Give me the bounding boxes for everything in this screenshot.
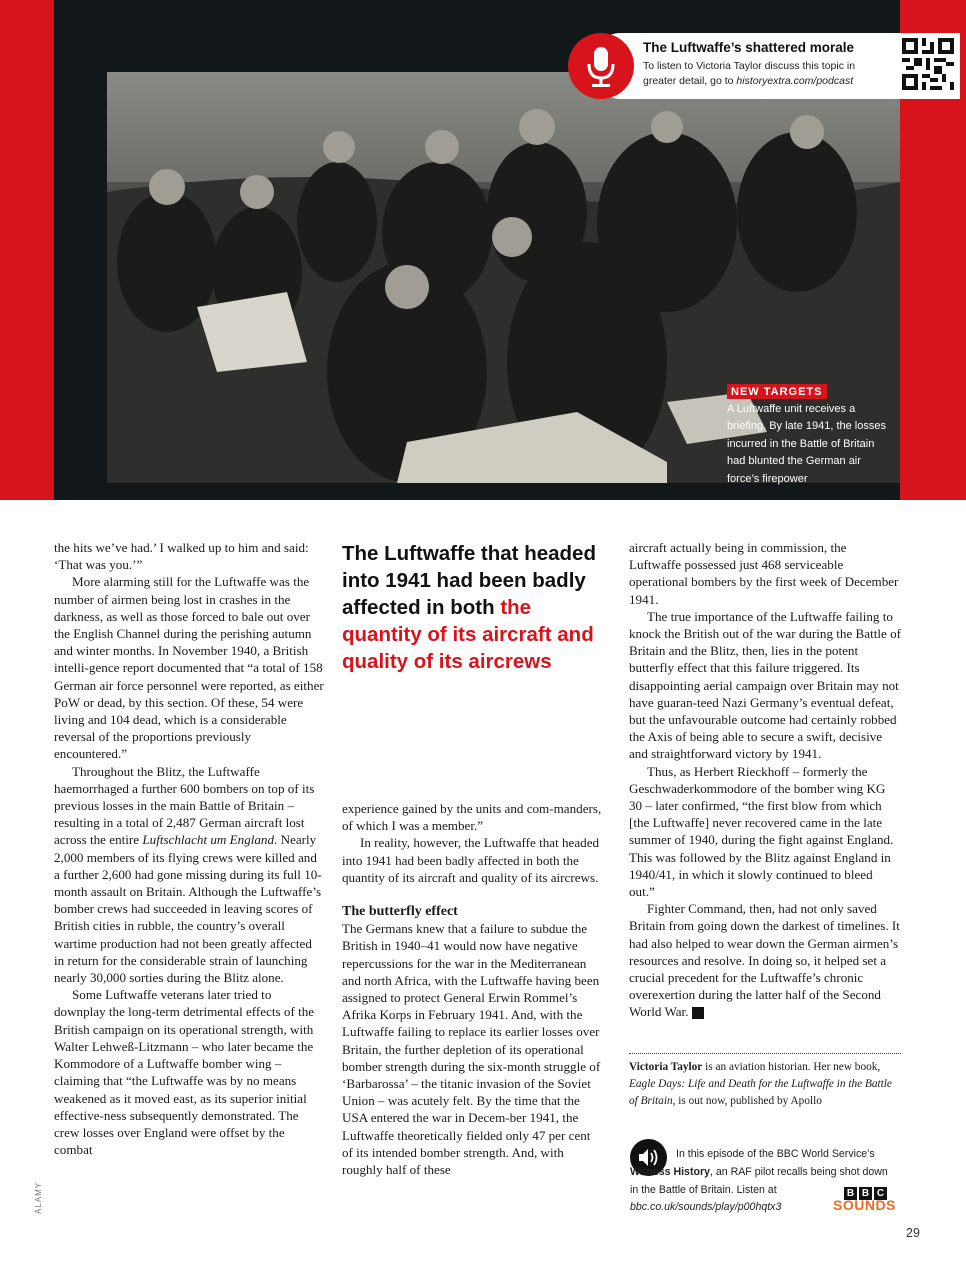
article-column-1 [54,539,324,1158]
page-number: 29 [906,1226,920,1240]
divider [629,1053,901,1054]
photo-credit: ALAMY [34,1181,43,1214]
bbc-letter: B [859,1187,872,1200]
paragraph: The Germans knew that a failure to subdue the British in 1940–41 would now have negative repercussions for the war in the Mediterranean and north Africa, with the Luftwaffe having been assigned to protect General Erwin Rommel’s Afrika Korps in February 1941. And, with the Luftwaffe failing to replace its earlier losses over Britain, the further depletion of its operational bomber strength during the six-month struggle of ‘Barbarossa’ – the titanic invasion of the Soviet Union – was acutely felt. By the time that the USA entered the war in Decem-ber 1941, the Luftwaffe theoretically fielded only 47 per cent of its intended bomber strength. And, with roughly half of these [342,921,601,1178]
bbc-letter: B [844,1187,857,1200]
world-service-link[interactable]: bbc.co.uk/sounds/play/p00hqtx3 [630,1201,782,1214]
podcast-description: To listen to Victoria Taylor discuss this topic in greater detail, go to historyextra.com/podcast [643,60,856,87]
caption-text: A Luftwaffe unit receives a briefing. By late 1941, the losses incurred in the Battle of Britain had blunted the German air force’s firepower [727,403,886,485]
article-column-3 [629,539,901,1021]
sounds-logo: SOUNDS [833,1197,896,1213]
podcast-link[interactable]: historyextra.com/podcast [736,74,854,87]
paragraph: Fighter Command, then, had not only saved Britain from going down the darkest of timelines. It had also helped to wear down the German airmen’s resources and resolve. In doing so, it helped set a crucial precedent for the Luftwaffe’s chronic overexertion during the latter half of the Second World War. H [629,901,900,1020]
microphone-icon[interactable] [568,33,634,99]
paragraph: In reality, however, the Luftwaffe that headed into 1941 had been badly affected in both the quantity of its aircraft and quality of its aircrews. [342,835,600,885]
section-heading: The butterfly effect [342,904,458,920]
paragraph: Some Luftwaffe veterans later tried to downplay the long-term detrimental effects of the British campaign on its operational strength, with Walter Lehweß-Litzmann – who later became the Kommodore of a Luftwaffe bomber wing – claiming that “the Luftwaffe was by no means weakened as it moved east, as its superior initial effective-ness subsequently demonstrated. The crew losses over England were offset by the combat [54,987,315,1158]
paragraph: More alarming still for the Luftwaffe was the number of airmen being lost in crashes in the darkness, as well as those forced to bale out over the English Channel during the perishing autumn and winter months. In November 1940, a British intelli-gence report documented that “a total of 158 German air force personnel were reported, as either PoW or dead, by this section. Of these, 54 were living and 104 dead, which is a considerable reversal of the proportions previously encountered.” [54,574,324,762]
world-service-promo: In this episode of the BBC World Service’s Witness History, an RAF pilot recalls being shot down in the Battle of Britain. Listen at bbc.co.uk/sounds/play/p00hqtx3 [630,1148,888,1214]
end-mark-icon: H [692,1007,704,1019]
paragraph: the hits we’ve had.’ I walked up to him and said: ‘That was you.’” [54,540,309,573]
pull-quote: The Luftwaffe that headed into 1941 had been badly affected in both the quantity of its aircraft and quality of its aircrews [342,542,596,673]
paragraph: The true importance of the Luftwaffe failing to knock the British out of the war during the Battle of Britain and the Blitz, then, lies in the potent butterfly effect that this failure triggered. Its disappointing aerial campaign over Britain may not have guaran-teed Nazi Germany’s eventual defeat, but the unfavourable outcome had certainly robbed the Axis of being able to secure a swift, decisive and straightforward victory by 1941. [629,608,902,762]
paragraph: aircraft actually being in commission, the Luftwaffe possessed just 468 serviceable operational bombers by the first week of December 1941. [629,540,899,607]
bbc-letter: C [874,1187,887,1200]
paragraph: Throughout the Blitz, the Luftwaffe haemorrhaged a further 600 bombers on top of its previous losses in the main Battle of Britain – resulting in a total of 2,487 German aircraft lost across the entire Luftschlacht um England. Nearly 2,000 members of its flying crews were killed and a further 2,600 had gone missing during its full 10-month assault on Britain. Although the Luftwaffe’s bomber crews had succeeded in leaving scores of British cities in rubble, the country’s overall wartime production had not been greatly affected in return for the considerable strain of launching nearly 30,000 sorties during the Blitz alone. [54,763,322,986]
paragraph: Thus, as Herbert Rieckhoff – formerly the Geschwaderkommodore of the bomber wing KG 30 – later confirmed, “the first blow from which [the Luftwaffe] never recovered came in the late summer of 1940, during the fight against England. This was followed by the Blitz against England in 1940/41, in which it slowly continued to bleed out.” [629,763,894,900]
author-bio: Victoria Taylor is an aviation historian. Her new book, Eagle Days: Life and Death for the Luftwaffe in the Battle of Britain, is out now, published by Apollo [629,1061,892,1108]
qr-code[interactable] [902,38,954,90]
caption-label: NEW TARGETS [727,384,827,399]
podcast-title: The Luftwaffe’s shattered morale [643,40,855,55]
paragraph: experience gained by the units and com-manders, of which I was a member.” [342,801,602,834]
article-column-2 [342,800,602,1178]
